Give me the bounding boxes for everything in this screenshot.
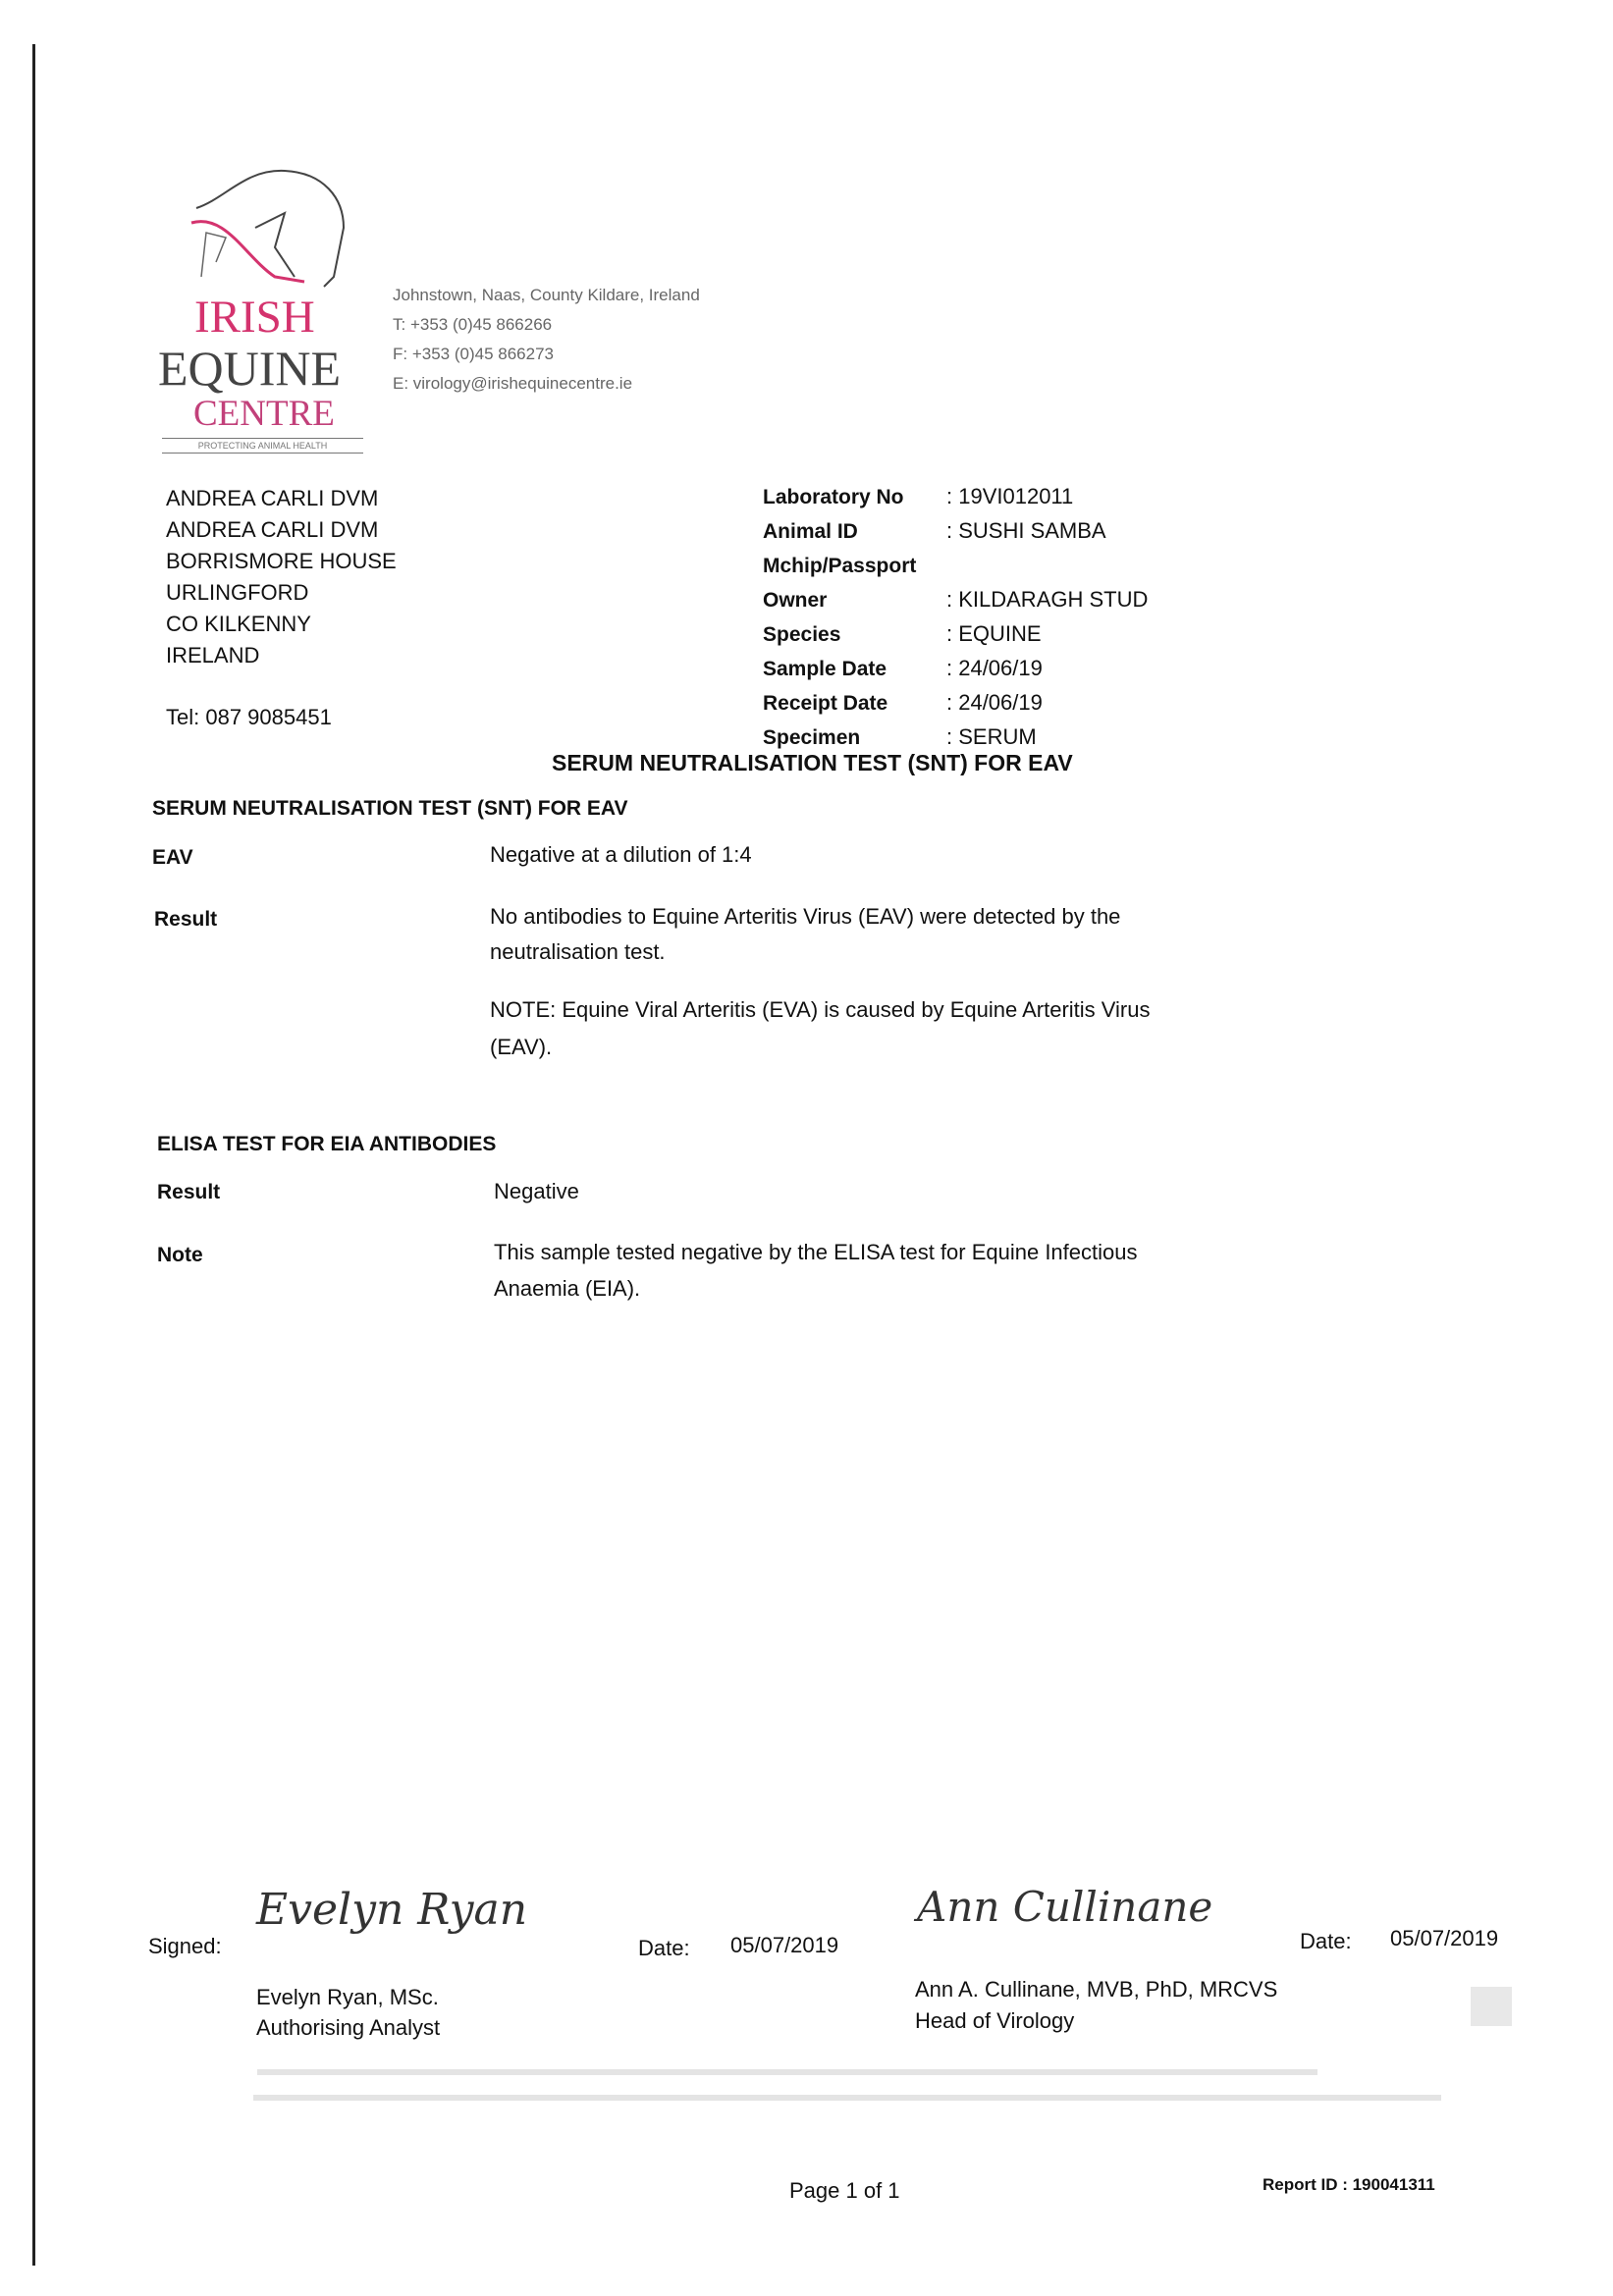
logo-text-irish: IRISH [194, 292, 315, 343]
detail-row: Mchip/Passport [763, 555, 917, 577]
snt-result-label: Result [154, 908, 218, 931]
detail-row: Specimen : SERUM [763, 724, 1037, 749]
detail-row: Species : EQUINE [763, 621, 1042, 646]
date-label-2: Date: [1300, 1929, 1352, 1953]
detail-row: Sample Date : 24/06/19 [763, 656, 1043, 680]
eav-value: Negative at a dilution of 1:4 [490, 842, 752, 867]
elisa-result-label: Result [157, 1181, 221, 1203]
snt-result-value: No antibodies to Equine Arteritis Virus (EAV) were detected by the neutralisation test. [490, 904, 1121, 964]
elisa-note-label: Note [157, 1244, 203, 1266]
date-value-1: 05/07/2019 [730, 1933, 839, 1957]
page-number: Page 1 of 1 [789, 2178, 900, 2203]
snt-heading: SERUM NEUTRALISATION TEST (SNT) FOR EAV [152, 797, 628, 820]
logo-text-equine: EQUINE [158, 341, 342, 396]
faded-mark [1471, 1987, 1512, 2026]
signatory-2: Ann A. Cullinane, MVB, PhD, MRCVS Head of Virology [915, 1977, 1278, 2033]
snt-note: NOTE: Equine Viral Arteritis (EVA) is caused by Equine Arteritis Virus (EAV). [490, 997, 1151, 1059]
detail-row: Receipt Date : 24/06/19 [763, 690, 1043, 715]
faded-text-line [257, 2069, 1317, 2075]
elisa-heading: ELISA TEST FOR EIA ANTIBODIES [157, 1133, 497, 1155]
logo-tagline: PROTECTING ANIMAL HEALTH [162, 438, 363, 454]
report-title: SERUM NEUTRALISATION TEST (SNT) FOR EAV [552, 750, 1073, 775]
date-label-1: Date: [638, 1936, 690, 1960]
date-value-2: 05/07/2019 [1390, 1926, 1499, 1950]
sample-details [763, 481, 1148, 756]
report-id: Report ID : 190041311 [1263, 2175, 1435, 2194]
detail-row: Owner : KILDARAGH STUD [763, 587, 1149, 612]
contact-fax: F: +353 (0)45 866273 [393, 345, 554, 363]
page-edge-line [32, 44, 35, 2266]
signature-ann-cullinane: Ann Cullinane [917, 1883, 1213, 1931]
horse-logo-icon [177, 169, 353, 292]
contact-address: Johnstown, Naas, County Kildare, Ireland [393, 286, 700, 304]
elisa-note-value: This sample tested negative by the ELISA test for Equine Infectious Anaemia (EIA). [494, 1240, 1138, 1301]
faded-text-line [253, 2095, 1441, 2101]
detail-row: Laboratory No : 19VI012011 [763, 484, 1074, 508]
recipient-address: ANDREA CARLI DVM ANDREA CARLI DVM BORRISMORE HOUSE URLINGFORD CO KILKENNY IRELAND [166, 486, 397, 667]
contact-phone: T: +353 (0)45 866266 [393, 315, 553, 334]
detail-row: Animal ID : SUSHI SAMBA [763, 518, 1106, 543]
recipient-tel: Tel: 087 9085451 [166, 705, 332, 729]
signed-label: Signed: [148, 1934, 222, 1958]
signatory-1: Evelyn Ryan, MSc. Authorising Analyst [256, 1985, 441, 2040]
logo-text-centre: CENTRE [193, 394, 335, 434]
eav-label: EAV [152, 846, 193, 869]
signature-evelyn-ryan: Evelyn Ryan [256, 1885, 528, 1935]
elisa-result-value: Negative [494, 1179, 579, 1203]
contact-email: E: virology@irishequinecentre.ie [393, 374, 633, 393]
